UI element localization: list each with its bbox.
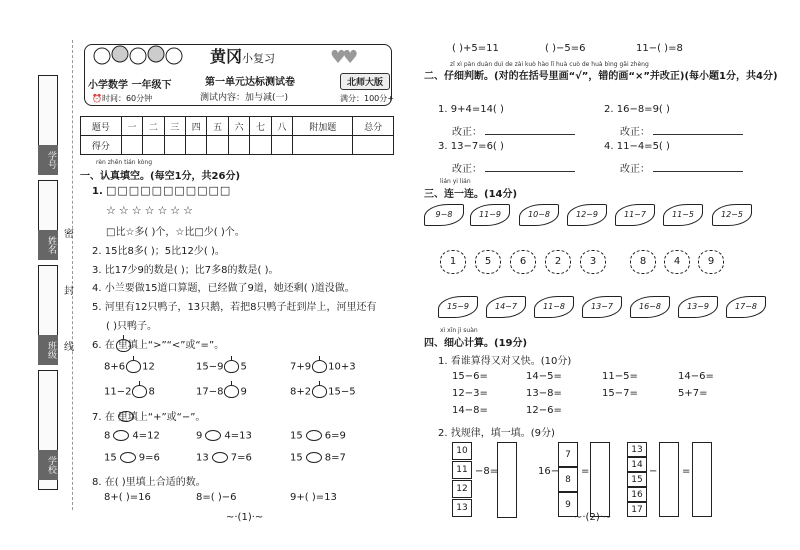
clock-icon: ⏰ [92, 94, 102, 103]
score-cell[interactable] [164, 136, 185, 155]
flower-number[interactable]: 6 [510, 250, 536, 274]
subject-label: 小学数学 一年级下 [88, 80, 172, 91]
pattern-answer-box[interactable] [497, 442, 517, 518]
pattern-cell: 8 [558, 467, 578, 492]
apple-blank[interactable] [132, 385, 147, 398]
oval-icon [118, 411, 134, 422]
leaf-expr[interactable]: 11−9 [470, 204, 510, 226]
q7-text: 7. 在 里填上“+”或“−”。 [92, 412, 206, 423]
pattern-cell: 13 [627, 442, 647, 457]
q6-row2-c [290, 385, 356, 398]
flower-number[interactable]: 3 [580, 250, 606, 274]
q6-expr: 7+9 [290, 361, 312, 373]
q8-item: 8+( )=16 [104, 492, 151, 503]
q7-num: 9 [196, 430, 203, 442]
score-cell[interactable] [186, 136, 207, 155]
pinyin-sec4: xì xīn jì suàn [440, 327, 478, 334]
correct-line[interactable] [653, 134, 743, 135]
binding-strip [38, 75, 58, 495]
q7-num: 15 [290, 452, 303, 464]
edition-badge: 北师大版 [340, 73, 390, 90]
score-header-cell: 总分 [353, 117, 394, 136]
calc-item: 14−6= [678, 371, 714, 382]
q7-num: 7=6 [230, 452, 252, 464]
oval-blank[interactable] [113, 430, 129, 441]
correct-label: 改正： [620, 164, 650, 175]
q7-num: 8 [104, 430, 111, 442]
score-cell[interactable] [207, 136, 228, 155]
leaf-expr[interactable]: 11−8 [534, 296, 574, 318]
pattern-op: = [581, 466, 590, 477]
leaf-expr[interactable]: 17−8 [726, 296, 766, 318]
flower-number[interactable]: 1 [440, 250, 466, 274]
page-number-2: ~·(2)·~ [574, 512, 612, 523]
q7-num: 15 [290, 430, 303, 442]
q1-label: 1. [92, 186, 103, 197]
section-1-title: 一、认真填空。(每空1分，共26分) [80, 171, 241, 182]
score-header-cell: 三 [164, 117, 185, 136]
calc-item: 14−8= [452, 405, 488, 416]
pattern-cell: 10 [452, 442, 472, 460]
pattern-cell: 15 [627, 472, 647, 487]
page-number-1: ~·(1)·~ [226, 512, 264, 523]
apple-blank[interactable] [224, 385, 239, 398]
score-cell[interactable] [293, 136, 353, 155]
q7-row1-b [196, 430, 252, 442]
q5-text-a: 5. 河里有12只鸭子，13只鹅，若把8只鸭子赶到岸上，河里还有 [92, 302, 377, 313]
q6-expr: 8+6 [104, 361, 126, 373]
pattern-cell: 12 [452, 480, 472, 498]
pattern-op: − [649, 466, 658, 477]
q7-row1-c [290, 430, 346, 442]
oval-blank[interactable] [120, 452, 136, 463]
pattern-middle-box[interactable] [659, 442, 679, 517]
score-header-cell: 五 [207, 117, 228, 136]
score-header-cell: 二 [143, 117, 164, 136]
q6-expr: 8 [148, 386, 155, 398]
q6-expr: 15−5 [328, 386, 356, 398]
q42-text: 2. 找规律，填一填。(9分) [438, 428, 555, 439]
score-header-cell: 七 [250, 117, 271, 136]
calc-item: 14−5= [526, 371, 562, 382]
score-row-label: 得分 [81, 136, 122, 155]
top-fill-2: ( )−5=6 [545, 43, 586, 54]
q6-row1-b [196, 360, 247, 373]
score-table [80, 116, 394, 155]
apple-icon [116, 339, 131, 352]
q7-num: 6=9 [324, 430, 346, 442]
q7-row2-b [196, 452, 252, 464]
q7-num: 4=12 [132, 430, 160, 442]
section-2-title: 二、仔细判断。(对的在括号里画“√”，错的画“×”并改正)(每小题1分，共4分) [424, 71, 778, 82]
pattern-cell: 17 [627, 502, 647, 517]
calc-item: 11−5= [602, 371, 638, 382]
oval-blank[interactable] [306, 452, 322, 463]
pattern-cell: 9 [558, 492, 578, 517]
q2-text: 2. 15比8多( )；5比12少( )。 [92, 246, 225, 257]
pattern-op: = [682, 466, 691, 477]
calc-item: 12−6= [526, 405, 562, 416]
q6-row2-b [196, 385, 247, 398]
q7-row2-a [104, 452, 160, 464]
flower-number[interactable]: 2 [545, 250, 571, 274]
calc-item: 12−3= [452, 388, 488, 399]
top-fill-3: 11−( )=8 [636, 43, 683, 54]
q7-num: 4=13 [224, 430, 252, 442]
pinyin-sec1: rèn zhēn tián kòng [96, 159, 153, 166]
leaf-expr[interactable]: 16−8 [630, 296, 670, 318]
q6-text: 6. 在 里填上“>”“<”或“=”。 [92, 340, 225, 351]
q8-text: 8. 在( )里填上合适的数。 [92, 477, 206, 488]
correct-line[interactable] [653, 171, 743, 172]
time-text: 时间：60分钟 [101, 94, 153, 103]
score-header-cell: 八 [271, 117, 292, 136]
q6-expr: 5 [240, 361, 247, 373]
pinyin-sec3: lián yi lián [440, 178, 471, 185]
q6-expr: 17−8 [196, 386, 224, 398]
leaf-expr[interactable]: 11−5 [663, 204, 703, 226]
leaf-expr[interactable]: 15−9 [438, 296, 478, 318]
name-label: 姓名 [38, 230, 58, 260]
page-num-text: 1 [241, 512, 248, 523]
score-header-cell: 一 [121, 117, 142, 136]
bind-char-feng: 封 [64, 286, 74, 297]
school-label: 学校 [38, 450, 58, 480]
calc-item: 5+7= [678, 388, 708, 399]
q1-stars: ☆☆☆☆☆☆☆ [106, 204, 197, 217]
judge-4: 4. 11−4=5( ) [604, 141, 670, 152]
pinyin-sec2: zǐ xì pàn duàn duì de zài kuò hào lǐ huà cuò de huà bìng gǎi zhèng [450, 61, 649, 68]
top-fill-1: ( )+5=11 [452, 43, 499, 54]
oval-blank[interactable] [205, 430, 221, 441]
calc-item: 13−8= [526, 388, 562, 399]
section-3-title: 三、连一连。(14分) [424, 189, 518, 200]
flower-number[interactable]: 5 [475, 250, 501, 274]
content-label: 测试内容：加与减(一) [200, 93, 289, 103]
correct-line[interactable] [485, 171, 575, 172]
q6-row1-c [290, 360, 356, 373]
pattern-op: −8= [475, 466, 499, 477]
q7-row1-a [104, 430, 160, 442]
pattern-cell: 14 [627, 457, 647, 472]
bind-char-xian: 线 [64, 342, 74, 353]
score-cell[interactable] [250, 136, 271, 155]
q3-text: 3. 比17少9的数是( )；比7多8的数是( )。 [92, 265, 279, 276]
oval-blank[interactable] [306, 430, 322, 441]
pattern-answer-box[interactable] [692, 442, 712, 517]
leaf-expr[interactable]: 9−8 [424, 204, 464, 226]
q8-item: 8=( )−6 [196, 492, 237, 503]
score-cell[interactable] [353, 136, 394, 155]
score-cell[interactable] [143, 136, 164, 155]
score-header-cell: 题号 [81, 117, 122, 136]
q7-row2-c [290, 452, 346, 464]
pattern-cell: 7 [558, 442, 578, 467]
apple-blank[interactable] [224, 360, 239, 373]
pattern-answer-box[interactable] [590, 442, 610, 517]
q1-squares: □□□□□□□□□□□ [106, 184, 232, 197]
q6-expr: 8+2 [290, 386, 312, 398]
leaf-expr[interactable]: 14−7 [486, 296, 526, 318]
score-cell[interactable] [228, 136, 249, 155]
q8-item: 9+( )=13 [290, 492, 337, 503]
q7-num: 9=6 [138, 452, 160, 464]
flower-number[interactable]: 9 [698, 250, 724, 274]
q6-expr: 12 [142, 361, 155, 373]
leaf-expr[interactable]: 12−5 [712, 204, 752, 226]
pattern-cell: 13 [452, 499, 472, 517]
pattern-cell: 16 [627, 487, 647, 502]
leaf-expr[interactable]: 13−9 [678, 296, 718, 318]
apple-blank[interactable] [312, 385, 327, 398]
section-4-title: 四、细心计算。(19分) [424, 338, 528, 349]
calc-item: 15−7= [602, 388, 638, 399]
q6-expr: 11−2 [104, 386, 132, 398]
hearts-icon: ♥♥ [330, 47, 355, 68]
q4-text: 4. 小兰要做15道口算题，已经做了9道，她还剩( )道没做。 [92, 283, 355, 294]
q6-row1-a [104, 360, 155, 373]
q41-text: 1. 看谁算得又对又快。(10分) [438, 356, 572, 367]
correct-label: 改正： [452, 164, 482, 175]
score-cell[interactable] [271, 136, 292, 155]
correct-label: 改正： [452, 127, 482, 138]
flower-number[interactable]: 4 [664, 250, 690, 274]
judge-2: 2. 16−8=9( ) [604, 104, 670, 115]
leaf-expr[interactable]: 11−7 [615, 204, 655, 226]
flower-number[interactable]: 8 [630, 250, 656, 274]
correct-label: 改正： [620, 127, 650, 138]
score-cell[interactable] [121, 136, 142, 155]
page-num-text: 2 [589, 512, 596, 523]
judge-3: 3. 13−7=6( ) [438, 141, 504, 152]
apple-blank[interactable] [126, 360, 141, 373]
student-id-label: 学号 [38, 145, 58, 175]
leaf-expr[interactable]: 12−9 [567, 204, 607, 226]
class-label: 班级 [38, 335, 58, 365]
correct-line[interactable] [485, 134, 575, 135]
brand-title [210, 44, 275, 67]
leaf-expr[interactable]: 13−7 [582, 296, 622, 318]
score-header-cell: 四 [186, 117, 207, 136]
q6-expr: 9 [240, 386, 247, 398]
brand-sub: 小复习 [242, 52, 276, 65]
pattern-cell: 11 [452, 461, 472, 479]
judge-1: 1. 9+4=14( ) [438, 104, 504, 115]
unit-title: 第一单元达标测试卷 [205, 77, 295, 88]
brand-main: 黄冈 [210, 47, 243, 66]
bind-char-mi: 密 [64, 229, 74, 240]
leaf-expr[interactable]: 10−8 [519, 204, 559, 226]
oval-blank[interactable] [212, 452, 228, 463]
q1-text: □比☆多( )个，☆比□少( )个。 [106, 227, 245, 238]
q7-num: 8=7 [324, 452, 346, 464]
apple-blank[interactable] [312, 360, 327, 373]
kids-logo-icon [90, 44, 190, 68]
time-label [92, 93, 152, 104]
q7-num: 13 [196, 452, 209, 464]
q6-expr: 15−9 [196, 361, 224, 373]
q6-expr: 10+3 [328, 361, 356, 373]
q6-row2-a [104, 385, 155, 398]
score-header-cell: 六 [228, 117, 249, 136]
pattern-op: 16− [538, 466, 560, 477]
score-header-cell: 附加题 [293, 117, 353, 136]
calc-item: 15−6= [452, 371, 488, 382]
full-score-label: 满分：100分+ [340, 94, 394, 103]
q5-text-b: ( )只鸭子。 [106, 321, 157, 332]
binding-line [72, 40, 73, 510]
q7-num: 15 [104, 452, 117, 464]
